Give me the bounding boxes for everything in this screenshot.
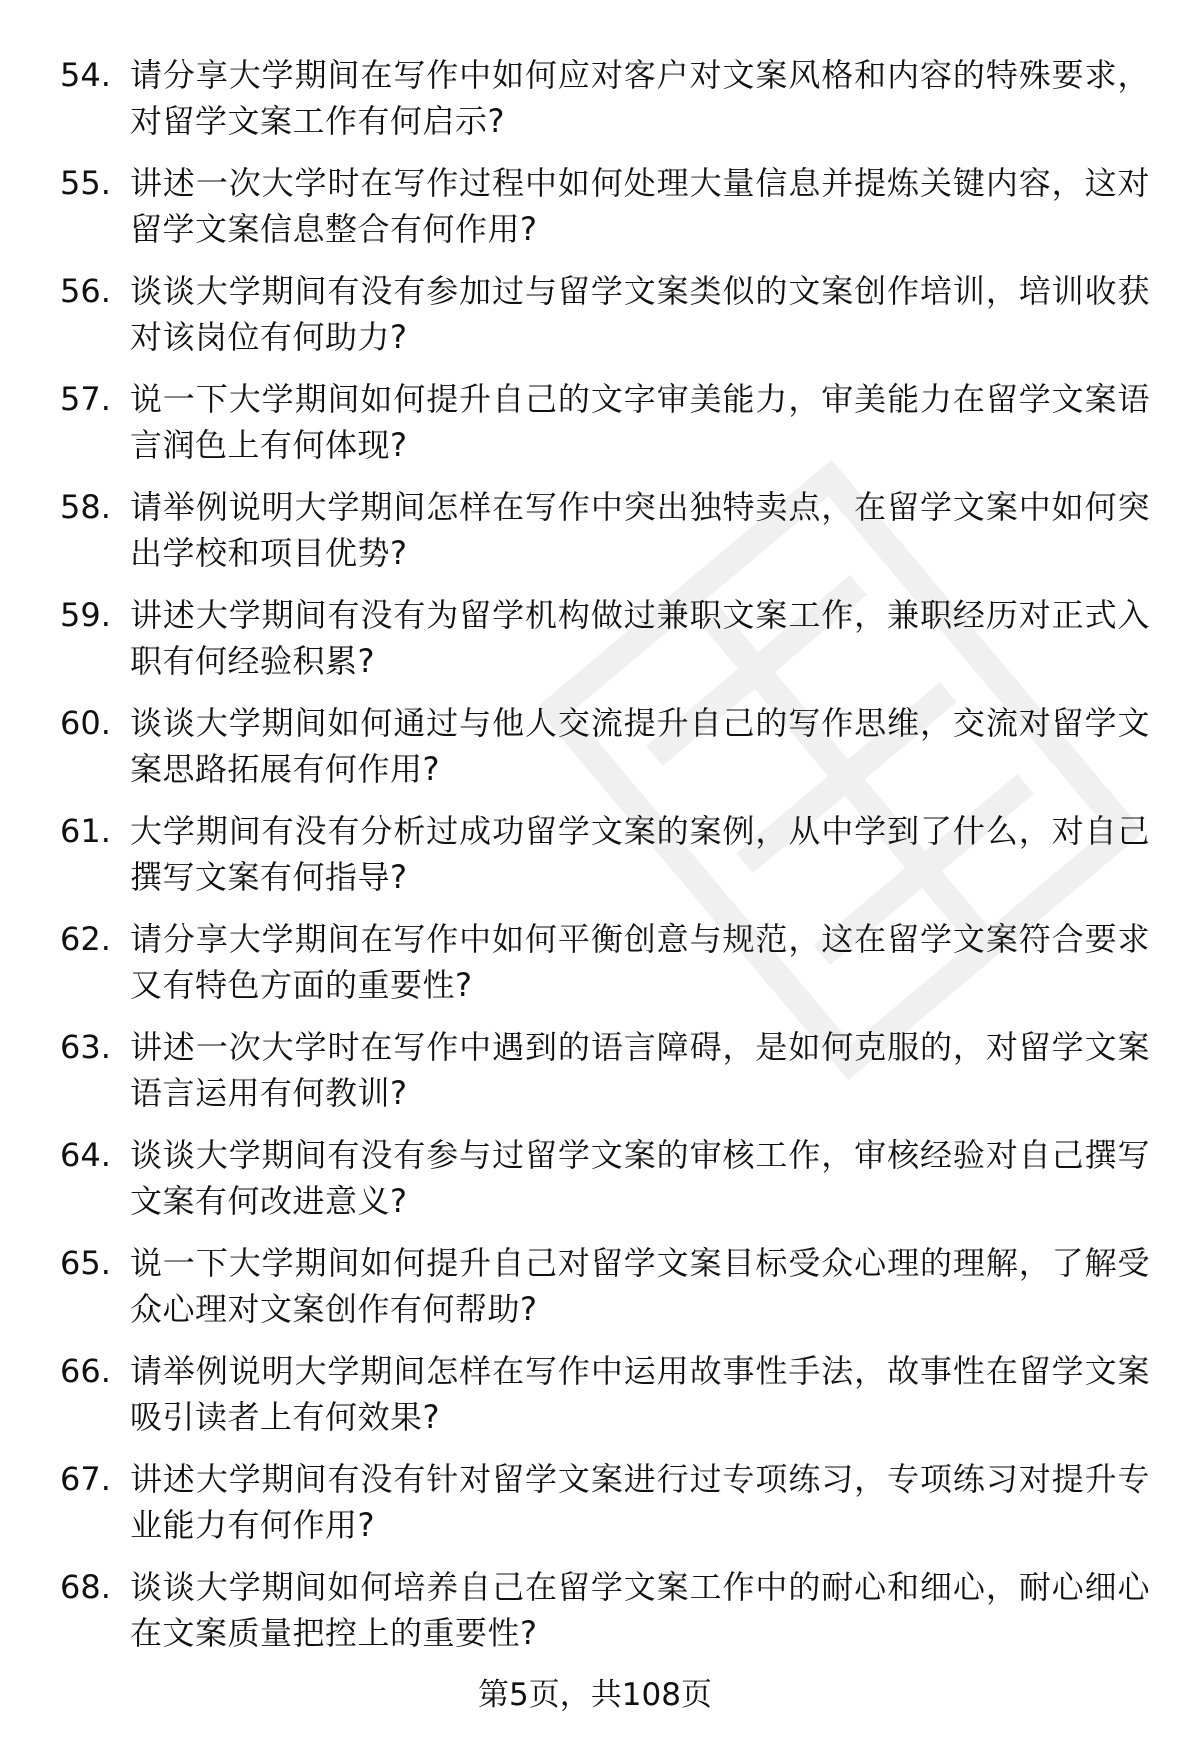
question-item	[60, 700, 1150, 808]
question-item	[60, 160, 1150, 268]
question-item	[60, 1132, 1150, 1240]
question-number: 63.	[60, 1028, 111, 1066]
page-number-footer: 第5页，共108页	[478, 1677, 712, 1713]
question-number: 54.	[60, 56, 111, 94]
question-text: 讲述一次大学时在写作中遇到的语言障碍，是如何克服的，对留学文案语言运用有何教训?	[130, 1028, 1150, 1112]
question-item	[60, 376, 1150, 484]
question-item	[60, 808, 1150, 916]
question-item	[60, 1564, 1150, 1672]
question-text: 谈谈大学期间有没有参与过留学文案的审核工作，审核经验对自己撰写文案有何改进意义?	[130, 1136, 1150, 1220]
question-number: 58.	[60, 488, 111, 526]
question-number: 67.	[60, 1460, 111, 1498]
question-text: 请举例说明大学期间怎样在写作中突出独特卖点，在留学文案中如何突出学校和项目优势?	[130, 488, 1150, 572]
question-number: 64.	[60, 1136, 111, 1174]
question-number: 60.	[60, 704, 111, 742]
question-item	[60, 268, 1150, 376]
question-number: 68.	[60, 1568, 111, 1606]
question-text: 请分享大学期间在写作中如何平衡创意与规范，这在留学文案符合要求又有特色方面的重要性?	[130, 920, 1150, 1004]
question-item	[60, 484, 1150, 592]
question-item	[60, 1240, 1150, 1348]
question-text: 说一下大学期间如何提升自己的文字审美能力，审美能力在留学文案语言润色上有何体现?	[130, 380, 1150, 464]
question-number: 66.	[60, 1352, 111, 1390]
question-item	[60, 592, 1150, 700]
question-text: 请分享大学期间在写作中如何应对客户对文案风格和内容的特殊要求，对留学文案工作有何启示?	[130, 56, 1150, 140]
question-number: 57.	[60, 380, 111, 418]
question-text: 谈谈大学期间如何通过与他人交流提升自己的写作思维，交流对留学文案思路拓展有何作用?	[130, 704, 1150, 788]
question-text: 谈谈大学期间如何培养自己在留学文案工作中的耐心和细心，耐心细心在文案质量把控上的重要性?	[130, 1568, 1150, 1652]
question-list	[60, 52, 1150, 1672]
question-text: 请举例说明大学期间怎样在写作中运用故事性手法，故事性在留学文案吸引读者上有何效果?	[130, 1352, 1150, 1436]
question-item	[60, 1456, 1150, 1564]
question-text: 讲述大学期间有没有为留学机构做过兼职文案工作，兼职经历对正式入职有何经验积累?	[130, 596, 1150, 680]
question-item	[60, 52, 1150, 160]
question-number: 59.	[60, 596, 111, 634]
question-number: 55.	[60, 164, 111, 202]
question-item	[60, 916, 1150, 1024]
question-text: 讲述一次大学时在写作过程中如何处理大量信息并提炼关键内容，这对留学文案信息整合有何作用?	[130, 164, 1150, 248]
question-number: 61.	[60, 812, 111, 850]
question-text: 说一下大学期间如何提升自己对留学文案目标受众心理的理解，了解受众心理对文案创作有何帮助?	[130, 1244, 1150, 1328]
question-item	[60, 1024, 1150, 1132]
question-number: 62.	[60, 920, 111, 958]
question-number: 65.	[60, 1244, 111, 1282]
question-text: 讲述大学期间有没有针对留学文案进行过专项练习，专项练习对提升专业能力有何作用?	[130, 1460, 1150, 1544]
question-number: 56.	[60, 272, 111, 310]
question-text: 大学期间有没有分析过成功留学文案的案例，从中学到了什么，对自己撰写文案有何指导?	[130, 812, 1150, 896]
question-text: 谈谈大学期间有没有参加过与留学文案类似的文案创作培训，培训收获对该岗位有何助力?	[130, 272, 1150, 356]
question-item	[60, 1348, 1150, 1456]
